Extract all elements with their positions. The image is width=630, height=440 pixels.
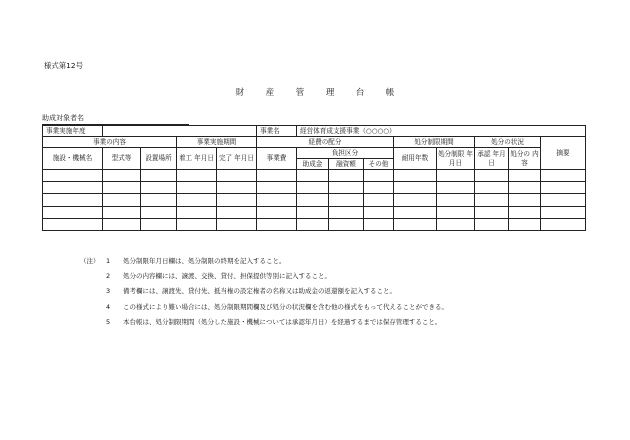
note-item [80, 269, 448, 284]
cell-durable-years[interactable] [394, 218, 437, 230]
cell-disposal-limit-date[interactable] [437, 170, 475, 182]
cell-completion-date[interactable] [217, 194, 257, 206]
note-text: 本台帳は、処分制限期間（処分した施設・機械については承認年月日）を経過するまでは保存管理すること。 [123, 317, 442, 326]
note-number: 3 [106, 287, 111, 296]
cell-facility-name[interactable] [43, 170, 103, 182]
cell-model[interactable] [103, 182, 141, 194]
note-text: この様式により難い場合には、処分制限期間欄及び処分の状況欄を含む他の様式をもって代えることができる。 [123, 302, 448, 311]
cell-subsidy[interactable] [297, 170, 329, 182]
recipient-name-label: 助成対象者名 [42, 114, 84, 122]
cell-remarks[interactable] [541, 182, 586, 194]
cell-location[interactable] [141, 194, 177, 206]
note-item [80, 254, 448, 269]
ledger-entry-row [43, 170, 586, 182]
cell-disposal-content[interactable] [509, 194, 541, 206]
cell-project-cost[interactable] [257, 218, 297, 230]
note-number: 5 [106, 317, 111, 326]
cell-remarks[interactable] [541, 218, 586, 230]
header-cost-allocation: 経費の配分 [257, 137, 394, 148]
col-disposal-content: 処分の 内 容 [509, 148, 541, 170]
cell-subsidy[interactable] [297, 218, 329, 230]
col-model: 型式等 [103, 148, 141, 170]
header-remarks: 摘要 [541, 137, 586, 170]
cell-model[interactable] [103, 218, 141, 230]
cell-other[interactable] [364, 194, 394, 206]
cell-location[interactable] [141, 170, 177, 182]
col-durable-years: 耐用年数 [394, 148, 437, 170]
cell-start-date[interactable] [177, 194, 217, 206]
cell-remarks[interactable] [541, 206, 586, 218]
cell-remarks[interactable] [541, 170, 586, 182]
cell-facility-name[interactable] [43, 218, 103, 230]
cell-other[interactable] [364, 182, 394, 194]
cell-subsidy[interactable] [297, 182, 329, 194]
ledger-entry-row [43, 218, 586, 230]
subheader-burden-category: 負担区分 [297, 148, 394, 159]
notes-section [80, 254, 448, 330]
document-title: 財 産 管 理 台 帳 [235, 87, 395, 97]
cell-durable-years[interactable] [394, 170, 437, 182]
cell-remarks[interactable] [541, 194, 586, 206]
cell-completion-date[interactable] [217, 206, 257, 218]
cell-subsidy[interactable] [297, 194, 329, 206]
cell-durable-years[interactable] [394, 206, 437, 218]
cell-location[interactable] [141, 206, 177, 218]
header-implementation-period: 事業実施期間 [177, 137, 257, 148]
property-ledger-table [42, 125, 586, 231]
cell-disposal-content[interactable] [509, 170, 541, 182]
cell-model[interactable] [103, 194, 141, 206]
cell-other[interactable] [364, 170, 394, 182]
cell-loan-amount[interactable] [329, 218, 364, 230]
cell-model[interactable] [103, 206, 141, 218]
cell-loan-amount[interactable] [329, 182, 364, 194]
cell-model[interactable] [103, 170, 141, 182]
cell-durable-years[interactable] [394, 182, 437, 194]
col-completion-date: 完了 年月日 [217, 148, 257, 170]
project-name-label: 事業名 [257, 126, 297, 137]
col-disposal-limit-date: 処分制限 年月日 [437, 148, 475, 170]
cell-location[interactable] [141, 182, 177, 194]
cell-project-cost[interactable] [257, 194, 297, 206]
note-item [80, 284, 448, 299]
cell-disposal-limit-date[interactable] [437, 182, 475, 194]
cell-disposal-limit-date[interactable] [437, 206, 475, 218]
ledger-entry-row [43, 182, 586, 194]
note-item [80, 315, 448, 330]
cell-approval-date[interactable] [475, 170, 509, 182]
cell-facility-name[interactable] [43, 194, 103, 206]
notes-label: （注） [80, 257, 100, 265]
cell-disposal-content[interactable] [509, 182, 541, 194]
cell-completion-date[interactable] [217, 182, 257, 194]
ledger-entry-rows [43, 170, 586, 231]
note-number: 1 [106, 257, 111, 265]
cell-start-date[interactable] [177, 206, 217, 218]
cell-facility-name[interactable] [43, 182, 103, 194]
col-loan-amount: 融資額 [329, 159, 364, 170]
cell-other[interactable] [364, 218, 394, 230]
cell-durable-years[interactable] [394, 194, 437, 206]
cell-start-date[interactable] [177, 182, 217, 194]
cell-start-date[interactable] [177, 218, 217, 230]
cell-project-cost[interactable] [257, 206, 297, 218]
recipient-name-field[interactable] [42, 113, 189, 125]
header-disposal-status: 処分の状況 [475, 137, 541, 148]
cell-other[interactable] [364, 206, 394, 218]
cell-completion-date[interactable] [217, 170, 257, 182]
ledger-entry-row [43, 206, 586, 218]
cell-approval-date[interactable] [475, 206, 509, 218]
note-number: 2 [106, 272, 111, 281]
project-name-value: 経営体育成支援事業（○○○○） [297, 126, 586, 137]
fiscal-year-label: 事業実施年度 [43, 126, 103, 137]
cell-start-date[interactable] [177, 170, 217, 182]
cell-approval-date[interactable] [475, 218, 509, 230]
ledger-entry-row [43, 194, 586, 206]
cell-disposal-limit-date[interactable] [437, 194, 475, 206]
cell-approval-date[interactable] [475, 194, 509, 206]
col-approval-date: 承認 年月日 [475, 148, 509, 170]
note-text: 処分制限年月日欄は、処分制限の終期を記入すること。 [123, 257, 286, 265]
cell-project-cost[interactable] [257, 170, 297, 182]
fiscal-year-value[interactable] [103, 126, 257, 137]
col-start-date: 着工 年月日 [177, 148, 217, 170]
col-location: 設置場所 [141, 148, 177, 170]
cell-approval-date[interactable] [475, 182, 509, 194]
note-text: 備考欄には、譲渡先、貸付先、抵当権の設定権者の名称又は助成金の返還額を記入すること。 [123, 287, 396, 296]
cell-loan-amount[interactable] [329, 194, 364, 206]
cell-disposal-content[interactable] [509, 206, 541, 218]
header-project-content: 事業の内容 [43, 137, 177, 148]
col-subsidy: 助成金 [297, 159, 329, 170]
cell-location[interactable] [141, 218, 177, 230]
col-project-cost: 事業費 [257, 148, 297, 170]
note-item [80, 300, 448, 315]
col-facility-name: 施設・機械名 [43, 148, 103, 170]
cell-loan-amount[interactable] [329, 206, 364, 218]
cell-subsidy[interactable] [297, 206, 329, 218]
cell-disposal-content[interactable] [509, 218, 541, 230]
cell-loan-amount[interactable] [329, 170, 364, 182]
note-number: 4 [106, 302, 111, 311]
note-text: 処分の内容欄には、譲渡、交換、貸付、担保提供等別に記入すること。 [123, 272, 331, 281]
cell-disposal-limit-date[interactable] [437, 218, 475, 230]
header-disposal-limit-period: 処分制限期間 [394, 137, 475, 148]
cell-completion-date[interactable] [217, 218, 257, 230]
col-other: その他 [364, 159, 394, 170]
cell-facility-name[interactable] [43, 206, 103, 218]
cell-project-cost[interactable] [257, 182, 297, 194]
form-number: 様式第12号 [44, 61, 83, 70]
